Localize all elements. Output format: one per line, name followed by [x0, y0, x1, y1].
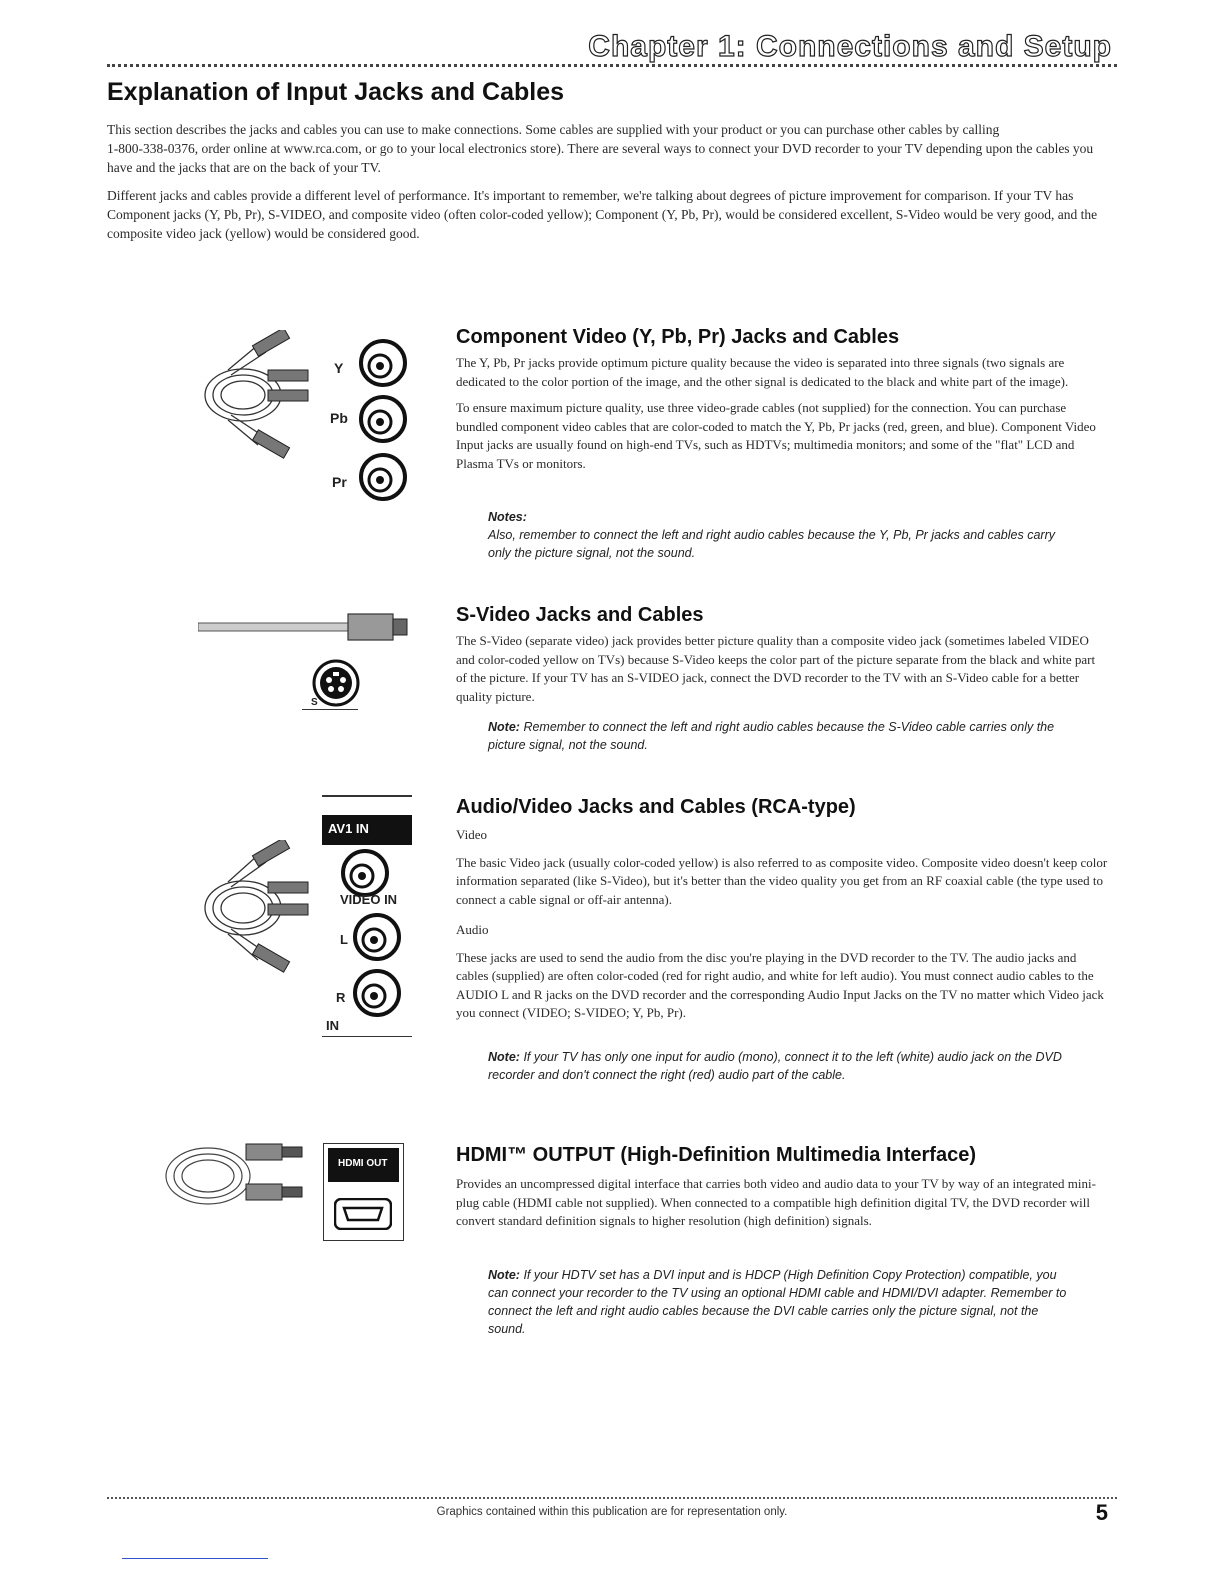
audio-r-jack-icon — [352, 968, 402, 1018]
hdmi-body — [456, 1175, 1108, 1239]
hdmi-cable-image — [158, 1140, 308, 1210]
audio-l-jack-icon — [352, 912, 402, 962]
video-subhead: Video — [456, 827, 487, 842]
footer-blue-line — [122, 1558, 268, 1559]
svideo-label-rule — [302, 709, 358, 710]
header-rule — [107, 64, 1117, 67]
video-in-label: VIDEO IN — [340, 892, 398, 907]
audio-in-label: IN — [326, 1018, 339, 1033]
av-note: Note: If your TV has only one input for audio (mono), connect it to the left (white) audio jack on the DVD recorder and don't connect the right (red) audio part of the cable. — [488, 1050, 1062, 1082]
page-title: Explanation of Input Jacks and Cables — [107, 78, 565, 106]
page-number: 5 — [1095, 1500, 1108, 1525]
y-label: Y — [334, 360, 344, 376]
intro-paragraph-2: Different jacks and cables provide a different level of performance. It's important to remember, we're talking about degrees of picture improvement for comparison. If your TV has Component jacks (Y, Pb, Pr), S-VIDEO, and composite video (often color-coded yellow); Component (Y, Pb, Pr), would be considered excellent, S-Video would be very good, and the composite video jack (yellow) would be considered good. — [107, 188, 1098, 241]
hdmi-paragraph: Provides an uncompressed digital interface that carries both video and audio data to your TV by way of an integrated mini-plug cable (HDMI cable not supplied). When connected to a compatible high definition digital TV, the DVD recorder will convert standard definition signals to higher resolution (high definition) signals. — [456, 1176, 1096, 1228]
component-title: Component Video (Y, Pb, Pr) Jacks and Cables — [456, 326, 900, 348]
svideo-title: S-Video Jacks and Cables — [456, 604, 704, 626]
av-panel-bottom-rule — [322, 1036, 412, 1037]
footer-rule — [107, 1497, 1117, 1499]
chapter-title: Chapter 1: Connections and Setup — [588, 30, 1112, 63]
av1-in-label: AV1 IN — [322, 815, 412, 845]
hdmi-out-badge — [328, 1148, 399, 1182]
hdmi-port-icon — [334, 1198, 392, 1230]
audio-r-label: R — [336, 990, 346, 1005]
intro-text — [107, 120, 1117, 252]
audio-paragraph: These jacks are used to send the audio from the disc you're playing in the DVD recorder to the TV. The audio jacks and cables (supplied) are often color-coded (red for right audio, and white for left audio). You must connect audio cables to the AUDIO L and R jacks on the DVD recorder and the corresponding Audio Input Jacks on the TV no matter which Video jack you connect (VIDEO; S-VIDEO; Y, Pb, Pr). — [456, 949, 1104, 1020]
component-notes — [488, 508, 1058, 562]
pr-label: Pr — [332, 474, 347, 490]
svideo-cable-image — [198, 610, 413, 644]
audio-subhead: Audio — [456, 922, 489, 937]
footer-disclaimer: Graphics contained within this publication are for representation only. — [436, 1506, 788, 1518]
svideo-jack-label: S — [311, 697, 318, 708]
notes-label: Notes: — [488, 510, 527, 524]
component-body — [456, 354, 1108, 481]
av-panel-top-rule — [322, 795, 412, 797]
video-in-jack-icon — [340, 848, 390, 898]
y-jack-icon — [358, 338, 408, 388]
svideo-body — [456, 632, 1108, 714]
pr-jack-icon — [358, 452, 408, 502]
component-paragraph-1: The Y, Pb, Pr jacks provide optimum picture quality because the video is separated into three signals (two signals are dedicated to the color portion of the image, and the other signal is dedicated to the black and white part of the image). — [456, 355, 1069, 389]
audio-l-label: L — [340, 932, 348, 947]
hdmi-note: Note: If your HDTV set has a DVI input and is HDCP (High Definition Copy Protection) compatible, you can connect your recorder to the TV using an optional HDMI cable and HDMI/DVI adapter. Remember to connect the left and right audio cables because the DVI cable carries only the picture signal, not the sound. — [488, 1268, 1067, 1336]
av-body — [456, 826, 1108, 1031]
av-cable-image — [198, 840, 318, 975]
component-cable-image — [198, 330, 318, 460]
hdmi-title: HDMI™ OUTPUT (High-Definition Multimedia Interface) — [456, 1144, 976, 1166]
component-paragraph-2: To ensure maximum picture quality, use three video-grade cables (not supplied) for the connection. You can purchase bundled component video cables that are color-coded to match the Y, Pb, Pr jacks (red, green, and blue). Component Video Input jacks are usually found on high-end TVs, such as HDTVs; multimedia monitors; and some of the "flat" LCD and Plasma TVs or monitors. — [456, 400, 1096, 471]
hdmi-panel — [323, 1143, 404, 1241]
svideo-paragraph: The S-Video (separate video) jack provides better picture quality than a composite video jack (sometimes labeled VIDEO and color-coded yellow on TVs) because S-Video keeps the color part of the picture separate from the black and white part of the picture. If your TV has an S-VIDEO jack, connect the DVD recorder to the TV with an S-Video cable for a better quality picture. — [456, 633, 1096, 704]
intro-paragraph-1: This section describes the jacks and cables you can use to make connections. Some cables are supplied with your product or you can purchase other cables by calling 1-800-338-0376, order online at www.rca.com, or go to your local electronics store). There are several ways to connect your DVD recorder to your TV depending upon the cables you have and the jacks that are on the back of your TV. — [107, 122, 1094, 175]
svideo-jack-icon — [311, 658, 361, 708]
component-note-text: Also, remember to connect the left and right audio cables because the Y, Pb, Pr jacks and cables carry only the picture signal, not the sound. — [488, 528, 1055, 560]
pb-jack-icon — [358, 394, 408, 444]
video-paragraph: The basic Video jack (usually color-coded yellow) is also referred to as composite video. Composite video doesn't keep color information separated (like S-Video), but it's better than the video quality you get from an RF coaxial cable (the type used to connect a cable signal or off-air antenna). — [456, 854, 1108, 907]
pb-label: Pb — [330, 410, 348, 426]
av-title: Audio/Video Jacks and Cables (RCA-type) — [456, 796, 856, 818]
svideo-note: Note: Remember to connect the left and right audio cables because the S-Video cable carries only the picture signal, not the sound. — [488, 720, 1055, 752]
hdmi-out-label: HDMI OUT — [338, 1158, 388, 1169]
